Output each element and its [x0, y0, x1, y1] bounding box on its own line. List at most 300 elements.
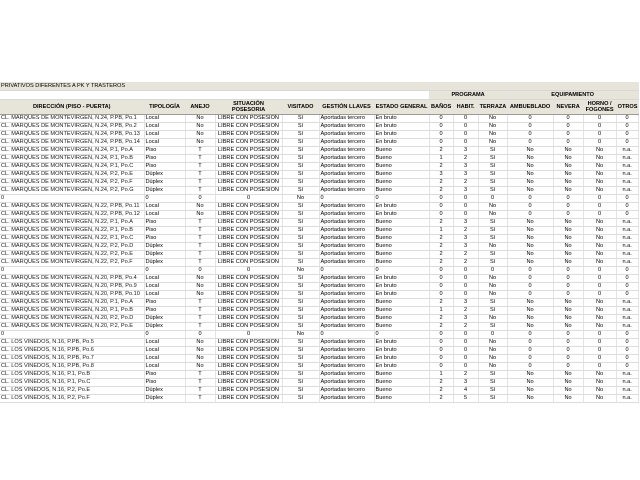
cell-keys[interactable]: Aportadas tercero [319, 275, 374, 283]
cell-typology[interactable]: Dúplex [144, 315, 185, 323]
cell-possession[interactable]: LIBRE CON POSESIÓN [215, 259, 282, 267]
cell-baths[interactable]: 0 [429, 355, 453, 363]
cell-address[interactable]: CL. MARQUES DE MONTEVIRGEN, N.24, P.2, Po.E [0, 171, 144, 179]
cell-condition[interactable]: 0 [374, 331, 429, 339]
cell-annex[interactable]: T [185, 147, 215, 155]
cell-typology[interactable]: 0 [144, 195, 185, 203]
cell-keys[interactable]: Aportadas tercero [319, 243, 374, 251]
cell-rooms[interactable]: 0 [453, 331, 478, 339]
cell-visited[interactable]: Sí [282, 291, 319, 299]
cell-condition[interactable]: Bueno [374, 235, 429, 243]
cell-baths[interactable]: 2 [429, 259, 453, 267]
cell-baths[interactable]: 2 [429, 395, 453, 403]
cell-terrace[interactable]: Sí [478, 163, 507, 171]
cell-fridge[interactable]: 0 [553, 291, 583, 299]
cell-baths[interactable]: 2 [429, 251, 453, 259]
cell-rooms[interactable]: 0 [453, 347, 478, 355]
cell-furnished[interactable]: No [507, 387, 553, 395]
cell-furnished[interactable]: No [507, 379, 553, 387]
cell-rooms[interactable]: 4 [453, 387, 478, 395]
cell-typology[interactable]: Local [144, 211, 185, 219]
cell-terrace[interactable]: Sí [478, 219, 507, 227]
cell-furnished[interactable]: No [507, 251, 553, 259]
cell-baths[interactable]: 2 [429, 243, 453, 251]
cell-condition[interactable]: En bruto [374, 275, 429, 283]
cell-terrace[interactable]: Sí [478, 323, 507, 331]
cell-baths[interactable]: 0 [429, 203, 453, 211]
cell-furnished[interactable]: No [507, 323, 553, 331]
cell-annex[interactable]: T [185, 315, 215, 323]
cell-oven[interactable]: 0 [583, 339, 616, 347]
cell-fridge[interactable]: No [553, 259, 583, 267]
cell-address[interactable]: CL. MARQUES DE MONTEVIRGEN, N.22, P.2, Po.E [0, 251, 144, 259]
cell-typology[interactable]: Piso [144, 227, 185, 235]
cell-furnished[interactable]: 0 [507, 139, 553, 147]
cell-possession[interactable]: LIBRE CON POSESIÓN [215, 363, 282, 371]
cell-furnished[interactable]: 0 [507, 195, 553, 203]
cell-annex[interactable]: 0 [185, 195, 215, 203]
cell-oven[interactable]: 0 [583, 139, 616, 147]
title-row-blank[interactable] [429, 82, 638, 91]
cell-others[interactable]: 0 [616, 195, 638, 203]
cell-baths[interactable]: 0 [429, 131, 453, 139]
cell-typology[interactable]: Dúplex [144, 243, 185, 251]
column-header-annex[interactable]: ANEJO [185, 100, 215, 115]
cell-baths[interactable]: 0 [429, 339, 453, 347]
cell-oven[interactable]: 0 [583, 211, 616, 219]
column-header-visited[interactable]: VISITADO [282, 100, 319, 115]
cell-furnished[interactable]: 0 [507, 283, 553, 291]
cell-possession[interactable]: LIBRE CON POSESIÓN [215, 203, 282, 211]
cell-address[interactable]: CL. MARQUES DE MONTEVIRGEN, N.20, P.1, Po.A [0, 299, 144, 307]
cell-fridge[interactable]: 0 [553, 123, 583, 131]
cell-rooms[interactable]: 3 [453, 163, 478, 171]
cell-possession[interactable]: LIBRE CON POSESIÓN [215, 283, 282, 291]
cell-baths[interactable]: 0 [429, 139, 453, 147]
cell-oven[interactable]: 0 [583, 355, 616, 363]
cell-rooms[interactable]: 2 [453, 307, 478, 315]
cell-typology[interactable]: Piso [144, 155, 185, 163]
cell-baths[interactable]: 0 [429, 291, 453, 299]
cell-annex[interactable]: T [185, 243, 215, 251]
cell-typology[interactable]: Piso [144, 163, 185, 171]
cell-terrace[interactable]: Sí [478, 171, 507, 179]
cell-furnished[interactable]: 0 [507, 131, 553, 139]
cell-keys[interactable]: Aportadas tercero [319, 379, 374, 387]
cell-others[interactable]: 0 [616, 363, 638, 371]
cell-typology[interactable]: Piso [144, 147, 185, 155]
cell-furnished[interactable]: No [507, 187, 553, 195]
cell-keys[interactable]: Aportadas tercero [319, 299, 374, 307]
cell-rooms[interactable]: 3 [453, 171, 478, 179]
cell-condition[interactable]: En bruto [374, 123, 429, 131]
cell-address[interactable]: CL. LOS VIÑEDOS, N.16, P.PB, Po.7 [0, 355, 144, 363]
column-header-baths[interactable]: BAÑOS [429, 100, 453, 115]
cell-furnished[interactable]: No [507, 155, 553, 163]
cell-others[interactable]: 0 [616, 267, 638, 275]
cell-visited[interactable]: Sí [282, 363, 319, 371]
cell-condition[interactable]: Bueno [374, 187, 429, 195]
cell-annex[interactable]: T [185, 259, 215, 267]
cell-visited[interactable]: Sí [282, 379, 319, 387]
cell-others[interactable]: n.a. [616, 235, 638, 243]
cell-address[interactable]: CL. MARQUES DE MONTEVIRGEN, N.24, P.PB, Po.14 [0, 139, 144, 147]
cell-typology[interactable]: Local [144, 115, 185, 123]
cell-others[interactable]: n.a. [616, 259, 638, 267]
cell-rooms[interactable]: 0 [453, 123, 478, 131]
cell-furnished[interactable]: No [507, 371, 553, 379]
cell-annex[interactable]: No [185, 275, 215, 283]
cell-possession[interactable]: LIBRE CON POSESIÓN [215, 371, 282, 379]
cell-visited[interactable]: Sí [282, 187, 319, 195]
cell-terrace[interactable]: No [478, 211, 507, 219]
cell-terrace[interactable]: No [478, 131, 507, 139]
cell-visited[interactable]: Sí [282, 227, 319, 235]
cell-rooms[interactable]: 2 [453, 371, 478, 379]
cell-oven[interactable]: No [583, 147, 616, 155]
cell-annex[interactable]: No [185, 355, 215, 363]
cell-possession[interactable]: LIBRE CON POSESIÓN [215, 139, 282, 147]
cell-address[interactable]: CL. MARQUES DE MONTEVIRGEN, N.20, P.2, Po.E [0, 323, 144, 331]
cell-possession[interactable]: LIBRE CON POSESIÓN [215, 251, 282, 259]
cell-visited[interactable]: Sí [282, 339, 319, 347]
cell-oven[interactable]: No [583, 315, 616, 323]
cell-condition[interactable]: Bueno [374, 387, 429, 395]
cell-oven[interactable]: 0 [583, 203, 616, 211]
cell-possession[interactable]: LIBRE CON POSESIÓN [215, 395, 282, 403]
cell-others[interactable]: n.a. [616, 395, 638, 403]
cell-furnished[interactable]: No [507, 179, 553, 187]
group-header-equipamiento[interactable]: EQUIPAMIENTO [507, 91, 638, 100]
cell-address[interactable]: CL. MARQUES DE MONTEVIRGEN, N.24, P.2, Po.F [0, 179, 144, 187]
cell-visited[interactable]: Sí [282, 203, 319, 211]
cell-typology[interactable]: Piso [144, 371, 185, 379]
cell-rooms[interactable]: 0 [453, 339, 478, 347]
cell-oven[interactable]: No [583, 163, 616, 171]
cell-others[interactable]: n.a. [616, 163, 638, 171]
cell-terrace[interactable]: No [478, 363, 507, 371]
cell-typology[interactable]: Piso [144, 379, 185, 387]
cell-annex[interactable]: T [185, 163, 215, 171]
cell-others[interactable]: n.a. [616, 299, 638, 307]
cell-condition[interactable]: Bueno [374, 299, 429, 307]
sheet-title[interactable]: PRIVATIVOS DIFERENTES A PK Y TRASTEROS [0, 82, 429, 91]
cell-possession[interactable]: LIBRE CON POSESIÓN [215, 123, 282, 131]
cell-address[interactable]: CL. MARQUES DE MONTEVIRGEN, N.22, P.2, Po.F [0, 259, 144, 267]
cell-keys[interactable]: Aportadas tercero [319, 115, 374, 123]
cell-fridge[interactable]: No [553, 163, 583, 171]
cell-terrace[interactable]: No [478, 123, 507, 131]
cell-keys[interactable]: Aportadas tercero [319, 211, 374, 219]
cell-possession[interactable]: LIBRE CON POSESIÓN [215, 323, 282, 331]
cell-typology[interactable]: Local [144, 347, 185, 355]
cell-condition[interactable]: Bueno [374, 251, 429, 259]
cell-visited[interactable]: Sí [282, 371, 319, 379]
cell-baths[interactable]: 2 [429, 299, 453, 307]
cell-others[interactable]: n.a. [616, 171, 638, 179]
cell-possession[interactable]: LIBRE CON POSESIÓN [215, 171, 282, 179]
cell-possession[interactable]: LIBRE CON POSESIÓN [215, 115, 282, 123]
cell-rooms[interactable]: 2 [453, 259, 478, 267]
cell-address[interactable]: CL. MARQUES DE MONTEVIRGEN, N.24, P.1, Po.C [0, 163, 144, 171]
cell-baths[interactable]: 0 [429, 275, 453, 283]
cell-visited[interactable]: Sí [282, 243, 319, 251]
cell-rooms[interactable]: 2 [453, 155, 478, 163]
cell-others[interactable]: 0 [616, 275, 638, 283]
cell-furnished[interactable]: 0 [507, 363, 553, 371]
cell-baths[interactable]: 2 [429, 387, 453, 395]
cell-oven[interactable]: No [583, 235, 616, 243]
cell-typology[interactable]: 0 [144, 331, 185, 339]
cell-terrace[interactable]: Sí [478, 179, 507, 187]
cell-terrace[interactable]: No [478, 203, 507, 211]
cell-condition[interactable]: Bueno [374, 243, 429, 251]
cell-visited[interactable]: Sí [282, 179, 319, 187]
cell-visited[interactable]: Sí [282, 147, 319, 155]
cell-keys[interactable]: Aportadas tercero [319, 147, 374, 155]
cell-rooms[interactable]: 3 [453, 299, 478, 307]
cell-possession[interactable]: LIBRE CON POSESIÓN [215, 275, 282, 283]
column-header-rooms[interactable]: HABIT. [453, 100, 478, 115]
cell-keys[interactable]: 0 [319, 331, 374, 339]
cell-visited[interactable]: Sí [282, 395, 319, 403]
cell-fridge[interactable]: 0 [553, 203, 583, 211]
cell-condition[interactable]: Bueno [374, 307, 429, 315]
cell-fridge[interactable]: No [553, 235, 583, 243]
cell-possession[interactable]: LIBRE CON POSESIÓN [215, 339, 282, 347]
cell-keys[interactable]: Aportadas tercero [319, 387, 374, 395]
cell-others[interactable]: 0 [616, 115, 638, 123]
cell-visited[interactable]: Sí [282, 323, 319, 331]
cell-others[interactable]: n.a. [616, 227, 638, 235]
cell-others[interactable]: 0 [616, 283, 638, 291]
cell-address[interactable]: 0 [0, 195, 144, 203]
cell-baths[interactable]: 0 [429, 195, 453, 203]
cell-terrace[interactable]: 0 [478, 195, 507, 203]
cell-annex[interactable]: No [185, 363, 215, 371]
cell-possession[interactable]: LIBRE CON POSESIÓN [215, 147, 282, 155]
cell-address[interactable]: CL. MARQUES DE MONTEVIRGEN, N.22, P.1, Po.B [0, 227, 144, 235]
cell-fridge[interactable]: 0 [553, 347, 583, 355]
cell-visited[interactable]: Sí [282, 299, 319, 307]
cell-terrace[interactable]: No [478, 347, 507, 355]
cell-furnished[interactable]: 0 [507, 331, 553, 339]
cell-rooms[interactable]: 2 [453, 179, 478, 187]
cell-condition[interactable]: Bueno [374, 179, 429, 187]
cell-baths[interactable]: 0 [429, 363, 453, 371]
cell-condition[interactable]: Bueno [374, 379, 429, 387]
cell-rooms[interactable]: 3 [453, 243, 478, 251]
column-header-terrace[interactable]: TERRAZA [478, 100, 507, 115]
group-header-blank[interactable] [0, 91, 429, 100]
cell-rooms[interactable]: 0 [453, 355, 478, 363]
cell-baths[interactable]: 2 [429, 323, 453, 331]
cell-baths[interactable]: 2 [429, 235, 453, 243]
cell-rooms[interactable]: 0 [453, 291, 478, 299]
cell-furnished[interactable]: 0 [507, 275, 553, 283]
cell-terrace[interactable]: No [478, 339, 507, 347]
cell-possession[interactable]: 0 [215, 331, 282, 339]
cell-possession[interactable]: LIBRE CON POSESIÓN [215, 179, 282, 187]
cell-terrace[interactable]: Sí [478, 387, 507, 395]
cell-fridge[interactable]: No [553, 371, 583, 379]
cell-annex[interactable]: No [185, 123, 215, 131]
cell-typology[interactable]: Dúplex [144, 259, 185, 267]
cell-terrace[interactable]: No [478, 275, 507, 283]
column-header-furnished[interactable]: AMBUEBLADO [507, 100, 553, 115]
cell-baths[interactable]: 1 [429, 227, 453, 235]
cell-possession[interactable]: LIBRE CON POSESIÓN [215, 155, 282, 163]
cell-fridge[interactable]: 0 [553, 355, 583, 363]
cell-visited[interactable]: Sí [282, 123, 319, 131]
cell-furnished[interactable]: 0 [507, 115, 553, 123]
cell-furnished[interactable]: No [507, 243, 553, 251]
cell-oven[interactable]: No [583, 219, 616, 227]
cell-address[interactable]: CL. MARQUES DE MONTEVIRGEN, N.22, P.2, Po.D [0, 243, 144, 251]
cell-others[interactable]: n.a. [616, 371, 638, 379]
cell-rooms[interactable]: 3 [453, 147, 478, 155]
cell-visited[interactable]: Sí [282, 171, 319, 179]
cell-address[interactable]: CL. MARQUES DE MONTEVIRGEN, N.24, P.PB, Po.13 [0, 131, 144, 139]
cell-fridge[interactable]: 0 [553, 339, 583, 347]
cell-baths[interactable]: 0 [429, 331, 453, 339]
cell-condition[interactable]: 0 [374, 267, 429, 275]
cell-terrace[interactable]: Sí [478, 371, 507, 379]
cell-typology[interactable]: Dúplex [144, 171, 185, 179]
cell-fridge[interactable]: No [553, 395, 583, 403]
cell-typology[interactable]: Local [144, 203, 185, 211]
cell-furnished[interactable]: 0 [507, 267, 553, 275]
cell-rooms[interactable]: 2 [453, 251, 478, 259]
cell-possession[interactable]: LIBRE CON POSESIÓN [215, 187, 282, 195]
cell-address[interactable]: CL. LOS VIÑEDOS, N.16, P.PB, Po.5 [0, 339, 144, 347]
cell-annex[interactable]: T [185, 179, 215, 187]
cell-keys[interactable]: Aportadas tercero [319, 139, 374, 147]
cell-keys[interactable]: 0 [319, 195, 374, 203]
cell-possession[interactable]: LIBRE CON POSESIÓN [215, 163, 282, 171]
cell-oven[interactable]: 0 [583, 115, 616, 123]
column-header-keys[interactable]: GESTIÓN LLAVES [319, 100, 374, 115]
cell-typology[interactable]: Dúplex [144, 187, 185, 195]
cell-fridge[interactable]: No [553, 323, 583, 331]
cell-visited[interactable]: Sí [282, 219, 319, 227]
cell-address[interactable]: CL. MARQUES DE MONTEVIRGEN, N.22, P.PB, Po.11 [0, 203, 144, 211]
cell-condition[interactable]: 0 [374, 195, 429, 203]
cell-rooms[interactable]: 0 [453, 275, 478, 283]
cell-furnished[interactable]: 0 [507, 211, 553, 219]
cell-others[interactable]: n.a. [616, 387, 638, 395]
cell-others[interactable]: 0 [616, 139, 638, 147]
cell-possession[interactable]: LIBRE CON POSESIÓN [215, 211, 282, 219]
cell-visited[interactable]: No [282, 267, 319, 275]
cell-fridge[interactable]: No [553, 227, 583, 235]
cell-annex[interactable]: T [185, 323, 215, 331]
cell-terrace[interactable]: Sí [478, 251, 507, 259]
cell-baths[interactable]: 0 [429, 211, 453, 219]
cell-fridge[interactable]: No [553, 251, 583, 259]
cell-annex[interactable]: No [185, 211, 215, 219]
cell-others[interactable]: 0 [616, 211, 638, 219]
cell-address[interactable]: CL. MARQUES DE MONTEVIRGEN, N.24, P.1, Po.B [0, 155, 144, 163]
cell-terrace[interactable]: No [478, 243, 507, 251]
cell-terrace[interactable]: Sí [478, 379, 507, 387]
cell-typology[interactable]: Local [144, 363, 185, 371]
cell-annex[interactable]: 0 [185, 267, 215, 275]
cell-visited[interactable]: Sí [282, 355, 319, 363]
cell-baths[interactable]: 3 [429, 171, 453, 179]
cell-keys[interactable]: Aportadas tercero [319, 219, 374, 227]
cell-rooms[interactable]: 3 [453, 235, 478, 243]
cell-oven[interactable]: 0 [583, 131, 616, 139]
cell-terrace[interactable]: No [478, 291, 507, 299]
cell-possession[interactable]: LIBRE CON POSESIÓN [215, 291, 282, 299]
cell-fridge[interactable]: No [553, 299, 583, 307]
cell-annex[interactable]: T [185, 227, 215, 235]
cell-others[interactable]: 0 [616, 355, 638, 363]
cell-baths[interactable]: 0 [429, 267, 453, 275]
cell-fridge[interactable]: 0 [553, 283, 583, 291]
cell-typology[interactable]: Local [144, 291, 185, 299]
cell-others[interactable]: n.a. [616, 323, 638, 331]
cell-fridge[interactable]: No [553, 307, 583, 315]
cell-typology[interactable]: Piso [144, 235, 185, 243]
cell-fridge[interactable]: 0 [553, 211, 583, 219]
cell-oven[interactable]: 0 [583, 291, 616, 299]
cell-annex[interactable]: T [185, 379, 215, 387]
cell-baths[interactable]: 0 [429, 347, 453, 355]
cell-visited[interactable]: Sí [282, 235, 319, 243]
cell-fridge[interactable]: No [553, 243, 583, 251]
cell-others[interactable]: 0 [616, 347, 638, 355]
cell-possession[interactable]: LIBRE CON POSESIÓN [215, 227, 282, 235]
cell-terrace[interactable]: Sí [478, 155, 507, 163]
cell-fridge[interactable]: 0 [553, 131, 583, 139]
cell-furnished[interactable]: No [507, 227, 553, 235]
cell-visited[interactable]: Sí [282, 275, 319, 283]
cell-address[interactable]: CL. LOS VIÑEDOS, N.16, P.2, Po.E [0, 387, 144, 395]
cell-address[interactable]: CL. MARQUES DE MONTEVIRGEN, N.24, P.2, Po.G [0, 187, 144, 195]
cell-visited[interactable]: Sí [282, 259, 319, 267]
cell-possession[interactable]: LIBRE CON POSESIÓN [215, 299, 282, 307]
cell-annex[interactable]: T [185, 395, 215, 403]
cell-baths[interactable]: 2 [429, 187, 453, 195]
column-header-address[interactable]: DIRECCIÓN (PISO - PUERTA) [0, 100, 144, 115]
cell-fridge[interactable]: No [553, 379, 583, 387]
cell-condition[interactable]: Bueno [374, 219, 429, 227]
cell-condition[interactable]: Bueno [374, 155, 429, 163]
cell-address[interactable]: CL. MARQUES DE MONTEVIRGEN, N.22, P.1, Po.A [0, 219, 144, 227]
cell-condition[interactable]: En bruto [374, 211, 429, 219]
cell-furnished[interactable]: 0 [507, 339, 553, 347]
cell-furnished[interactable]: No [507, 235, 553, 243]
cell-keys[interactable]: Aportadas tercero [319, 283, 374, 291]
cell-visited[interactable]: Sí [282, 163, 319, 171]
cell-furnished[interactable]: 0 [507, 355, 553, 363]
cell-typology[interactable]: Local [144, 355, 185, 363]
cell-furnished[interactable]: No [507, 219, 553, 227]
cell-address[interactable]: 0 [0, 267, 144, 275]
cell-baths[interactable]: 0 [429, 115, 453, 123]
cell-visited[interactable]: No [282, 331, 319, 339]
cell-condition[interactable]: En bruto [374, 203, 429, 211]
cell-keys[interactable]: Aportadas tercero [319, 355, 374, 363]
cell-fridge[interactable]: 0 [553, 139, 583, 147]
cell-address[interactable]: CL. MARQUES DE MONTEVIRGEN, N.22, P.PB, Po.12 [0, 211, 144, 219]
cell-oven[interactable]: No [583, 227, 616, 235]
cell-oven[interactable]: No [583, 171, 616, 179]
cell-typology[interactable]: Piso [144, 299, 185, 307]
cell-oven[interactable]: 0 [583, 347, 616, 355]
